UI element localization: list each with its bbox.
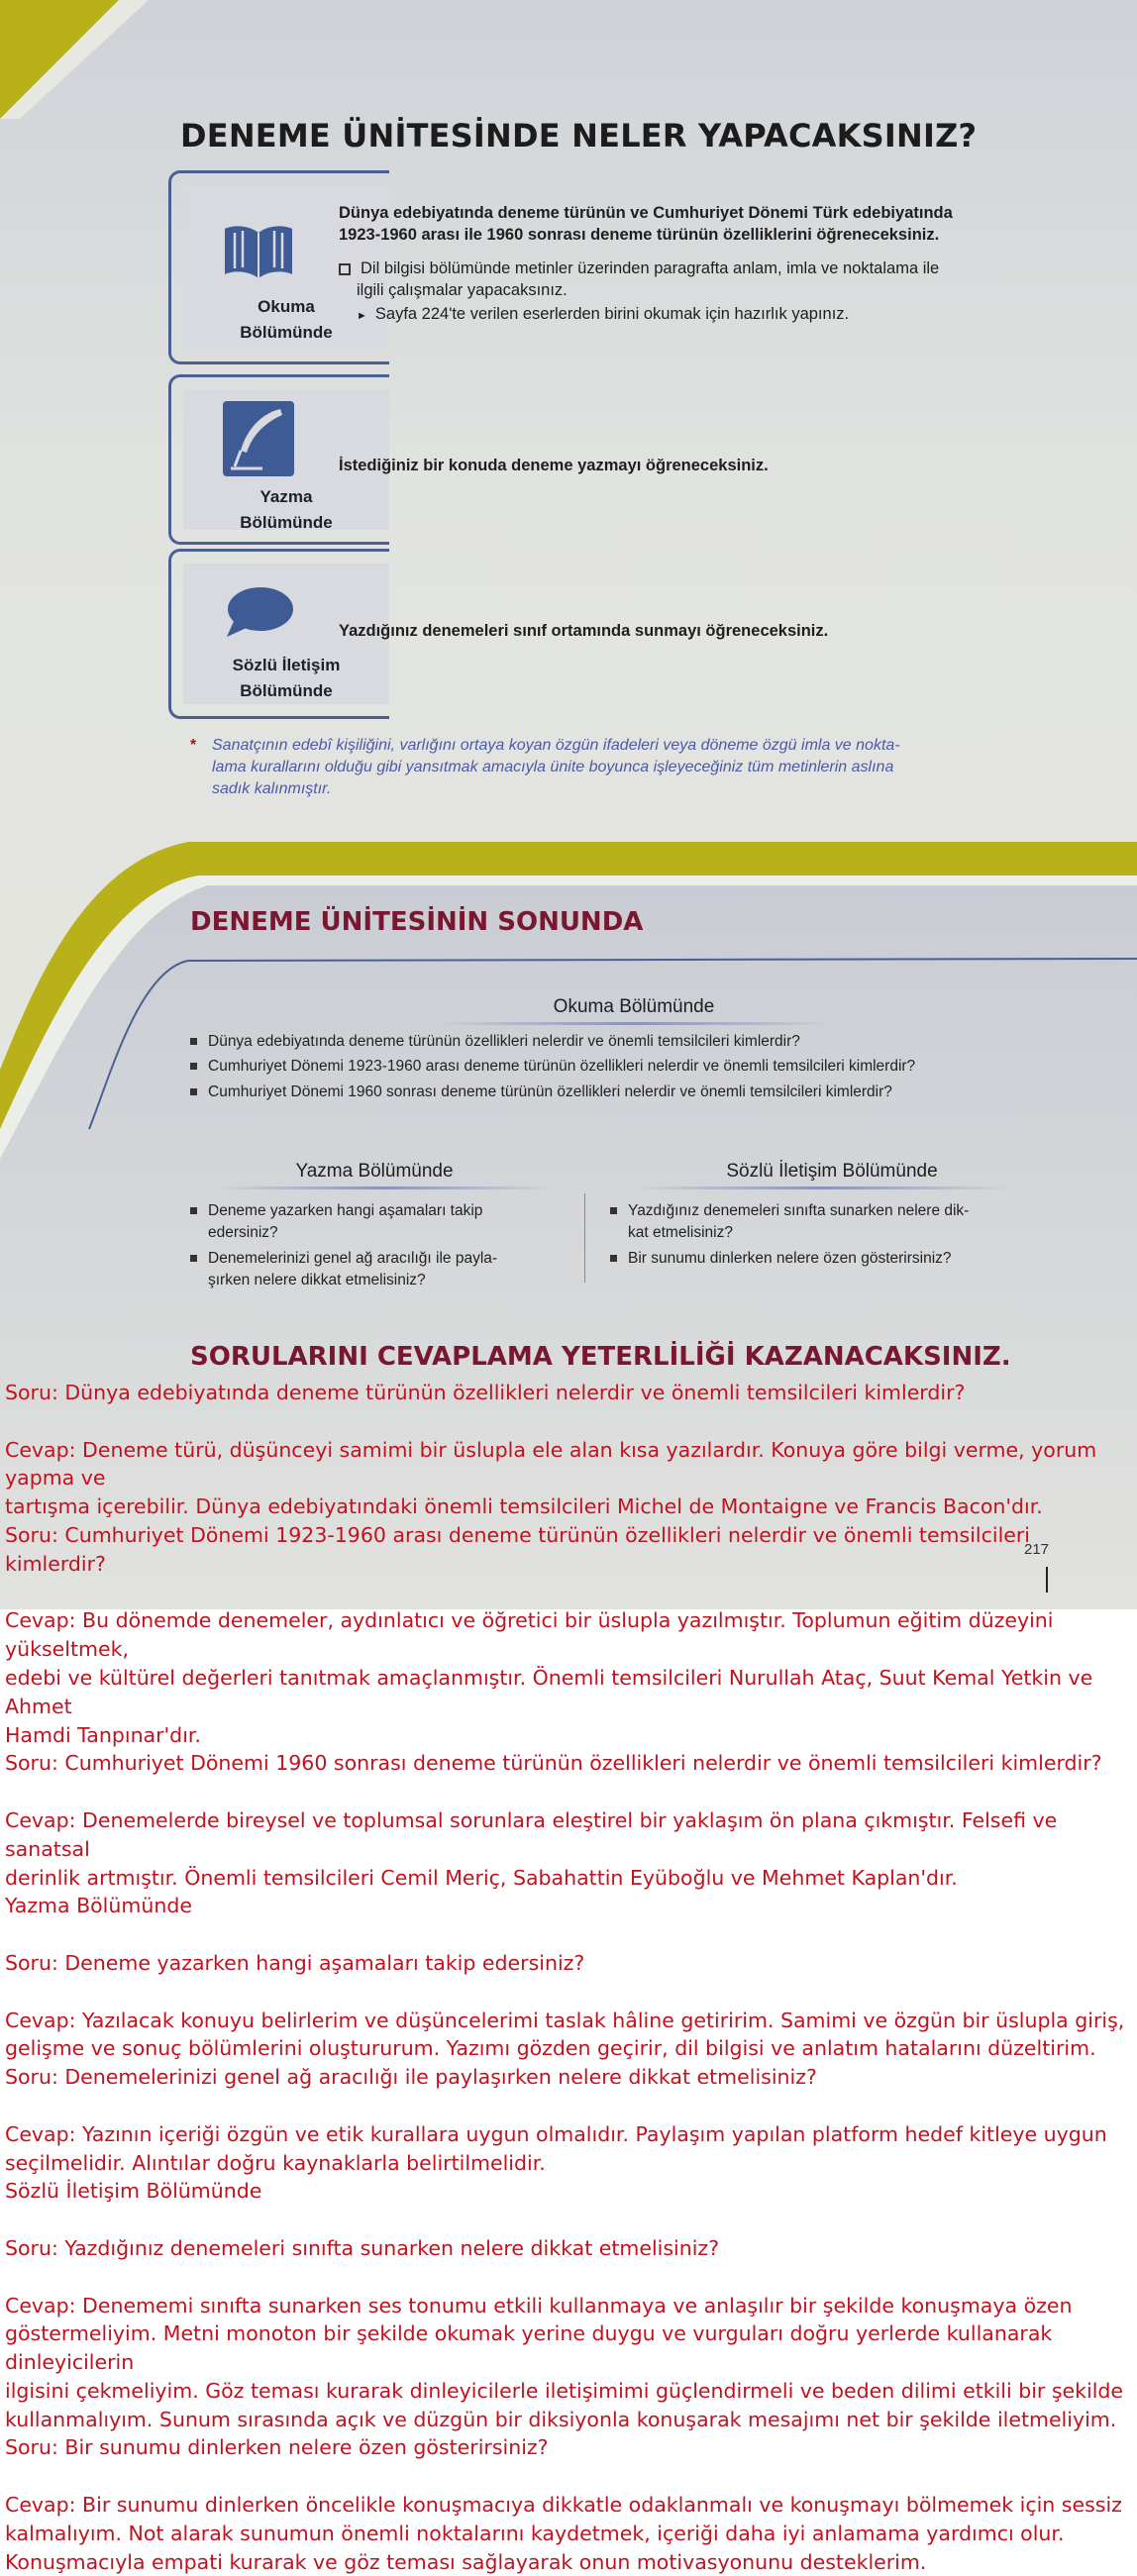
card-label-line2: Bölümünde	[240, 513, 333, 532]
answer-line: tartışma içerebilir. Dünya edebiyatındaki önemli temsilcileri Michel de Montaigne ve Francis Bacon'dır.	[5, 1494, 1043, 1519]
note-line-2: lama kurallarını olduğu gibi yansıtmak amacıyla ünite boyunca işleyeceğiniz tüm metinlerin aslına	[212, 759, 894, 775]
answer-line: Soru: Denemelerinizi genel ağ aracılığı ile paylaşırken nelere dikkat etmelisiniz?	[5, 2065, 817, 2090]
yazma-section-title: Yazma Bölümünde	[295, 1161, 454, 1182]
answer-line: Sözlü İletişim Bölümünde	[5, 2179, 262, 2204]
answer-line: Konuşmacıyla empati kurarak ve göz teması sağlayarak onun motivasyonunu desteklerim.	[5, 2549, 927, 2574]
answer-line	[5, 1407, 1134, 1436]
okuma-lead-1: Dünya edebiyatında deneme türünün ve Cumhuriyet Dönemi Türk edebiyatında	[339, 204, 953, 222]
column-divider	[584, 1193, 585, 1283]
answer-line: derinlik artmıştır. Önemli temsilcileri Cemil Meriç, Sabahattin Eyüboğlu ve Mehmet Kaplan'dır.	[5, 1865, 958, 1890]
yazma-end-item-2b: şırken nelere dikkat etmelisiniz?	[208, 1272, 426, 1288]
yazma-end-item-1a: Deneme yazarken hangi aşamaları takip	[208, 1202, 483, 1219]
answer-line: Yazma Bölümünde	[5, 1894, 192, 1918]
answer-line: Soru: Yazdığınız denemeleri sınıfta sunarken nelere dikkat etmelisiniz?	[5, 2235, 720, 2260]
yazma-end-item-1	[208, 1200, 570, 1244]
yazma-text: İstediğiniz bir konuda deneme yazmayı öğreneceksiniz.	[339, 457, 769, 474]
sozlu-text: Yazdığınız denemeleri sınıf ortamında sunmayı öğreneceksiniz.	[339, 622, 829, 640]
answers-text[interactable]	[5, 1379, 1134, 2576]
answer-line	[5, 2206, 1134, 2234]
answer-line: Cevap: Yazılacak konuyu belirlerim ve düşüncelerimi taslak hâline getiririm. Samimi ve özgün bir üslupla giriş,	[5, 2008, 1125, 2032]
page-number: 217	[1024, 1541, 1050, 1558]
square-bullet-icon	[339, 263, 351, 275]
answer-line: Soru: Dünya edebiyatında deneme türünün özellikleri nelerdir ve önemli temsilcileri kimlerdir?	[5, 1381, 966, 1404]
answer-line: seçilmelidir. Alıntılar doğru kaynaklarla belirtilmelidir.	[5, 2150, 546, 2175]
okuma-end-item-1: Dünya edebiyatında deneme türünün özellikleri nelerdir ve önemli temsilcileri kimlerdir?	[208, 1031, 800, 1053]
okuma-section-underline	[436, 1022, 832, 1025]
okuma-item-1b: ilgili çalışmalar yapacaksınız.	[357, 281, 568, 299]
card-label-line1: Yazma	[259, 487, 313, 506]
answer-line	[5, 2462, 1134, 2491]
answer-line: Cevap: Yazının içeriği özgün ve etik kurallara uygun olmalıdır. Paylaşım yapılan platform hedef kitleye uygun	[5, 2121, 1107, 2146]
okuma-end-item-2: Cumhuriyet Dönemi 1923-1960 arası deneme türünün özellikleri nelerdir ve önemli temsilcileri kimlerdir?	[208, 1056, 915, 1078]
okuma-item-2-text: Sayfa 224'te verilen eserlerden birini okumak için hazırlık yapınız.	[374, 305, 850, 323]
okuma-end-item-3: Cumhuriyet Dönemi 1960 sonrası deneme türünün özellikleri nelerdir ve önemli temsilcileri kimlerdir?	[208, 1082, 892, 1103]
answer-line: Cevap: Bu dönemde denemeler, aydınlatıcı ve öğretici bir üslupla yazılmıştır. Toplumun eğitim düzeyini yükseltmek,	[5, 1608, 1054, 1662]
card-label-line1: Sözlü İletişim	[232, 656, 341, 674]
sozlu-section-underline	[634, 1186, 1010, 1189]
answer-line: göstermeliyim. Metni monoton bir şekilde okumak yerine duygu ve vurguları doğru yerlerde kullanarak dinleyicilerin	[5, 2321, 1053, 2375]
editorial-note	[190, 735, 1062, 800]
yazma-end-item-2a: Denemelerinizi genel ağ aracılığı ile payla-	[208, 1250, 498, 1267]
answer-line: Cevap: Denememi sınıfta sunarken ses tonumu etkili kullanmaya ve anlaşılır bir şekilde konuşmaya özen	[5, 2293, 1073, 2318]
sozlu-end-item-1a: Yazdığınız denemeleri sınıfta sunarken nelere dik-	[628, 1202, 970, 1219]
answer-line: Soru: Cumhuriyet Dönemi 1960 sonrası deneme türünün özellikleri nelerdir ve önemli temsilcileri kimlerdir?	[5, 1751, 1102, 1776]
yazma-section-underline	[216, 1186, 553, 1189]
card-label-line2: Bölümünde	[240, 323, 333, 342]
okuma-item-1a: Dil bilgisi bölümünde metinler üzerinden paragrafta anlam, imla ve noktalama ile	[361, 259, 940, 277]
open-book-icon	[221, 223, 296, 282]
answer-line: Cevap: Denemelerde bireysel ve toplumsal sorunlara eleştirel bir yaklaşım ön plana çıkmıştır. Felsefi ve sanatsal	[5, 1807, 1058, 1861]
yazma-end-item-2	[208, 1248, 570, 1291]
answer-line: Hamdi Tanpınar'dır.	[5, 1722, 201, 1747]
card-label-line1: Okuma	[258, 297, 315, 316]
answer-line: Soru: Bir sunumu dinlerken nelere özen gösterirsiniz?	[5, 2435, 549, 2460]
answer-line	[5, 2263, 1134, 2292]
sozlu-end-item-1b: kat etmelisiniz?	[628, 1224, 733, 1241]
closing-title: SORULARINI CEVAPLAMA YETERLİLİĞİ KAZANACAKSINIZ.	[190, 1342, 1011, 1372]
corner-decoration	[0, 0, 158, 119]
okuma-item-1	[339, 258, 939, 280]
quill-icon	[223, 401, 294, 476]
answer-line: Cevap: Bir sunumu dinlerken öncelikle konuşmacıya dikkatle odaklanmalı ve konuşmayı bölmemek için sessiz	[5, 2493, 1122, 2518]
answer-line	[5, 1978, 1134, 2007]
okuma-section-title: Okuma Bölümünde	[553, 996, 715, 1017]
answer-line: Cevap: Deneme türü, düşünceyi samimi bir üslupla ele alan kısa yazılardır. Konuya göre bilgi verme, yorum yapma ve	[5, 1437, 1097, 1491]
speech-bubble-icon	[223, 585, 294, 641]
sozlu-section-title: Sözlü İletişim Bölümünde	[726, 1161, 938, 1182]
answer-line	[5, 1920, 1134, 1949]
answer-line: edebi ve kültürel değerleri tanıtmak amaçlanmıştır. Önemli temsilcileri Nurullah Ataç, Suut Kemal Yetkin ve Ahmet	[5, 1665, 1093, 1718]
page-title: DENEME ÜNİTESİNDE NELER YAPACAKSINIZ?	[180, 117, 978, 155]
answer-line: ilgisini çekmeliyim. Göz teması kurarak dinleyicilerle iletişimimi güçlendirmeli ve beden dilimi etkili bir şekilde	[5, 2378, 1124, 2403]
card-label-line2: Bölümünde	[240, 681, 333, 700]
sozlu-end-item-2	[628, 1248, 1054, 1270]
answer-line: gelişme ve sonuç bölümlerini oluştururum. Yazımı gözden geçirir, dil bilgisi ve anlatım hatalarını düzeltirim.	[5, 2036, 1096, 2061]
answer-line: Soru: Deneme yazarken hangi aşamaları takip edersiniz?	[5, 1950, 585, 1975]
triangle-bullet-icon: ►	[357, 310, 367, 322]
sozlu-end-item-2a: Bir sunumu dinlerken nelere özen gösterirsiniz?	[628, 1250, 952, 1267]
answer-line: kullanmalıyım. Sunum sırasında açık ve düzgün bir diksiyonla konuşarak mesajımı net bir şekilde iletmeliyim.	[5, 2407, 1117, 2431]
okuma-item-2	[357, 303, 849, 328]
answer-line	[5, 1579, 1134, 1607]
answer-line	[5, 2092, 1134, 2120]
note-line-1: Sanatçının edebî kişiliğini, varlığını ortaya koyan özgün ifadeleri veya döneme özgü imla ve nokta-	[212, 737, 900, 754]
okuma-lead-2: 1923-1960 arası ile 1960 sonrası deneme türünün özelliklerini öğreneceksiniz.	[339, 226, 940, 244]
note-asterisk: *	[190, 737, 197, 754]
answer-line	[5, 1778, 1134, 1806]
yazma-end-item-1b: edersiniz?	[208, 1224, 278, 1241]
note-line-3: sadık kalınmıştır.	[212, 780, 332, 797]
sozlu-end-item-1	[628, 1200, 1054, 1244]
end-section-title: DENEME ÜNİTESİNİN SONUNDA	[190, 907, 644, 937]
answer-line: kalmalıyım. Not alarak sunumun önemli noktalarını kaydetmek, içeriği daha iyi anlamama yardımcı olur.	[5, 2521, 1065, 2545]
answer-line: Soru: Cumhuriyet Dönemi 1923-1960 arası deneme türünün özellikleri nelerdir ve önemli temsilcileri kimlerdir?	[5, 1522, 1030, 1576]
